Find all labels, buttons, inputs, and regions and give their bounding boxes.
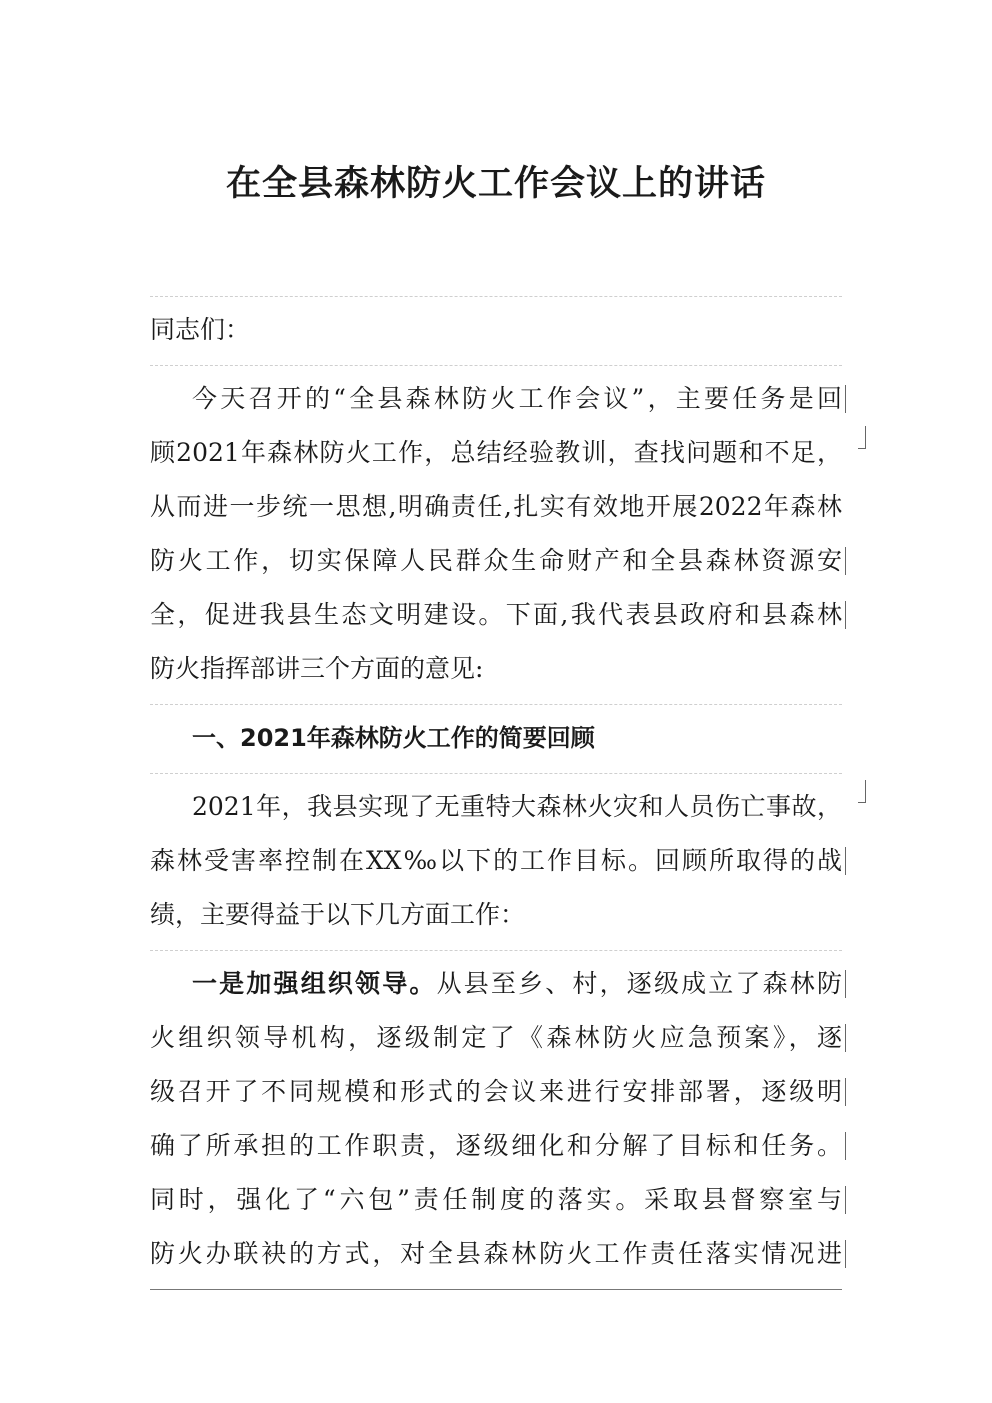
text-line [150,642,842,696]
line-text: 顾2021年森林防火工作，总结经验教训，查找问题和不足， [150,438,842,467]
line-end-marker [845,547,846,575]
line-text: 绩，主要得益于以下几方面工作： [150,900,526,929]
line-end-marker [845,385,846,413]
line-text: 2021年，我县实现了无重特大森林火灾和人员伤亡事故， [192,792,842,821]
line-end-tick [858,802,866,803]
text-line [150,1119,842,1173]
text-line [150,480,842,534]
text-line [150,426,842,480]
line-text: 防火工作，切实保障人民群众生命财产和全县森林资源安 [150,546,842,575]
point1-paragraph [150,950,842,1290]
document-body [150,296,842,1290]
line-text: 同时，强化了“六包”责任制度的落实。采取县督察室与 [150,1185,842,1214]
section-heading: 一、2021年森林防火工作的简要回顾 [192,724,595,752]
text-line [150,588,842,642]
text-line [150,1011,842,1065]
text-line [150,372,842,426]
line-text: 防火指挥部讲三个方面的意见: [150,654,484,683]
text-line [150,534,842,588]
line-end-tick [858,448,866,449]
intro-paragraph [150,365,842,704]
line-text: 从县至乡、村，逐级成立了森林防 [436,969,842,998]
text-line [150,957,842,1011]
line-end-marker [845,1132,846,1160]
line-text: 确了所承担的工作职责，逐级细化和分解了目标和任务。 [150,1131,842,1160]
line-text: 全，促进我县生态文明建设。下面,我代表县政府和县森林 [150,600,842,629]
line-end-marker [865,780,866,802]
line-end-marker [845,601,846,629]
salutation-block [150,296,842,365]
line-end-marker [845,1240,846,1268]
text-line [150,780,842,834]
line-text: 森林受害率控制在XX‰以下的工作目标。回顾所取得的战 [150,846,842,875]
line-end-marker [845,1024,846,1052]
line-end-marker [845,1078,846,1106]
line-text: 从而进一步统一思想,明确责任,扎实有效地开展2022年森林 [150,492,842,521]
document-title: 在全县森林防火工作会议上的讲话 [225,163,766,204]
line-end-marker [865,426,866,448]
line-end-marker [845,847,846,875]
line-text: 今天召开的“全县森林防火工作会议”，主要任务是回 [192,384,842,413]
point-lead: 一是加强组织领导。 [192,969,437,998]
text-line [150,834,842,888]
line-text: 火组织领导机构，逐级制定了《森林防火应急预案》，逐 [150,1023,842,1052]
text-line [150,1065,842,1119]
line-text: 防火办联袂的方式，对全县森林防火工作责任落实情况进 [150,1239,842,1268]
section1-intro-paragraph [150,773,842,950]
section-heading-block [150,704,842,773]
line-end-marker [845,1186,846,1214]
line-text: 级召开了不同规模和形式的会议来进行安排部署，逐级明 [150,1077,842,1106]
text-line [150,1227,842,1281]
line-end-marker [845,970,846,998]
salutation: 同志们： [150,315,251,344]
text-line [150,888,842,942]
text-line [150,1173,842,1227]
